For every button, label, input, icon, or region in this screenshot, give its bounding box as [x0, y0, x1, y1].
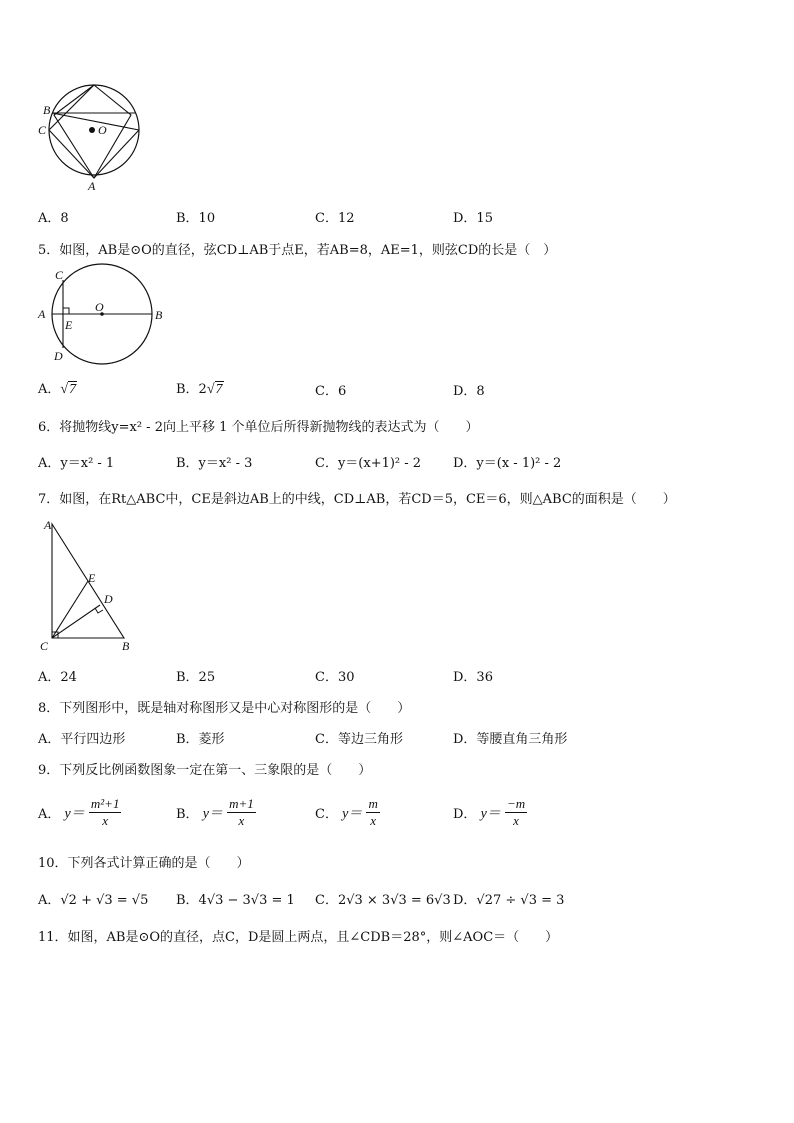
q5-label-b: B	[155, 308, 163, 322]
q4-figure	[36, 84, 146, 194]
q7-option-a: A．24	[38, 670, 77, 685]
q9-option-a-lhs: y＝	[64, 806, 85, 822]
q5-option-a-label: A．	[38, 382, 61, 397]
q4-option-a: A．8	[38, 211, 69, 226]
q4-option-b: B．10	[176, 211, 216, 226]
q7-option-c: C．30	[315, 670, 355, 685]
q9-option-c-fraction	[366, 796, 379, 829]
q5-option-a-radicand: 7	[69, 382, 77, 397]
q10-option-a: A．√2 + √3 = √5	[38, 893, 149, 908]
q7-figure	[36, 516, 146, 656]
q9-option-d-denominator: x	[513, 813, 519, 828]
q4-center-dot	[89, 127, 95, 133]
q5-option-b-radicand: 7	[215, 382, 223, 397]
q5-label-o: O	[95, 300, 104, 314]
q5-stem: 5．如图，AB是⊙O的直径，弦CD⊥AB于点E，若AB=8，AE=1，则弦CD的长是（ ）	[38, 243, 557, 258]
q9-option-c-lhs: y＝	[342, 806, 363, 822]
q8-option-a: A．平行四边形	[38, 732, 126, 747]
q5-option-d: D．8	[453, 384, 485, 399]
q8-option-d: D．等腰直角三角形	[453, 732, 568, 747]
q10-stem: 10．下列各式计算正确的是（ ）	[38, 856, 250, 871]
q6-option-b: B．y＝x² - 3	[176, 456, 253, 471]
q7-label-e: E	[88, 571, 96, 585]
q7-option-b: B．25	[176, 670, 216, 685]
q9-option-c-label: C．	[315, 807, 338, 822]
q8-option-c: C．等边三角形	[315, 732, 403, 747]
q4-label-a: A	[88, 179, 96, 193]
q6-option-c: C．y＝(x+1)² - 2	[315, 456, 422, 471]
q7-option-d: D．36	[453, 670, 493, 685]
q10-option-c: C．2√3 × 3√3 = 6√3	[315, 893, 451, 908]
q11-stem: 11．如图，AB是⊙O的直径，点C，D是圆上两点，且∠CDB＝28°，则∠AOC＝（ ）	[38, 930, 559, 945]
q7-label-b: B	[122, 639, 130, 653]
q9-option-d-lhs: y＝	[480, 806, 501, 822]
q4-line-c1	[49, 85, 94, 130]
q9-option-a-denominator: x	[102, 813, 109, 828]
q9-stem: 9．下列反比例函数图象一定在第一、三象限的是（ ）	[38, 763, 372, 778]
q5-right-angle-mark	[63, 308, 69, 314]
q7-label-a: A	[44, 518, 52, 532]
q10-option-b: B．4√3 − 3√3 = 1	[176, 893, 295, 908]
q9-option-a	[38, 796, 121, 829]
q5-label-e: E	[65, 318, 73, 332]
q4-label-o: O	[98, 123, 107, 137]
q4-label-b: B	[43, 103, 51, 117]
q5-figure	[36, 266, 166, 366]
q8-stem: 8．下列图形中，既是轴对称图形又是中心对称图形的是（ ）	[38, 701, 411, 716]
q9-option-c-numerator: m	[368, 796, 378, 811]
q9-option-a-fraction	[89, 796, 122, 829]
q5-label-d: D	[54, 349, 63, 363]
q7-median-ce	[52, 581, 88, 638]
q9-option-b-denominator: x	[238, 813, 245, 828]
q5-option-a: A．√7	[38, 382, 77, 397]
q9-option-b-numerator: m+1	[229, 796, 254, 811]
q5-label-c: C	[55, 268, 64, 282]
q5-option-c: C．6	[315, 384, 347, 399]
q9-option-b-fraction	[227, 796, 256, 829]
q7-label-c: C	[40, 639, 49, 653]
q9-option-d-numerator: −m	[506, 796, 526, 811]
q9-option-a-label: A．	[38, 807, 61, 822]
q7-altitude-cd	[52, 605, 100, 638]
q4-line-c3	[52, 113, 139, 130]
q7-right-angle-d	[95, 608, 103, 613]
q4-label-c: C	[38, 123, 47, 137]
q8-option-b: B．菱形	[176, 732, 225, 747]
q5-option-b-label: B．2	[176, 382, 207, 397]
q7-stem: 7．如图，在Rt△ABC中，CE是斜边AB上的中线，CD⊥AB，若CD＝5，CE＝6，则△ABC的面积是（ ）	[38, 492, 676, 507]
q9-option-b-lhs: y＝	[202, 806, 223, 822]
q9-option-b	[176, 796, 256, 829]
q6-option-d: D．y＝(x - 1)² - 2	[453, 456, 562, 471]
q9-option-b-label: B．	[176, 807, 199, 822]
q5-label-a: A	[38, 307, 46, 321]
q9-option-d-label: D．	[453, 807, 477, 822]
q9-option-c-denominator: x	[370, 813, 377, 828]
q6-stem: 6．将抛物线y=x² - 2向上平移 1 个单位后所得新抛物线的表达式为（ ）	[38, 420, 479, 435]
q9-option-c	[315, 796, 380, 829]
q9-option-a-numerator: m²+1	[90, 796, 120, 811]
q6-option-a: A．y＝x² - 1	[38, 456, 115, 471]
q4-option-d: D．15	[453, 211, 493, 226]
q5-option-b: B．2√7	[176, 382, 223, 397]
q10-option-d: D．√27 ÷ √3 = 3	[453, 893, 565, 908]
q9-option-d-fraction	[505, 796, 527, 829]
q4-option-c: C．12	[315, 211, 355, 226]
q7-label-d: D	[104, 592, 113, 606]
q9-option-d	[453, 796, 527, 829]
